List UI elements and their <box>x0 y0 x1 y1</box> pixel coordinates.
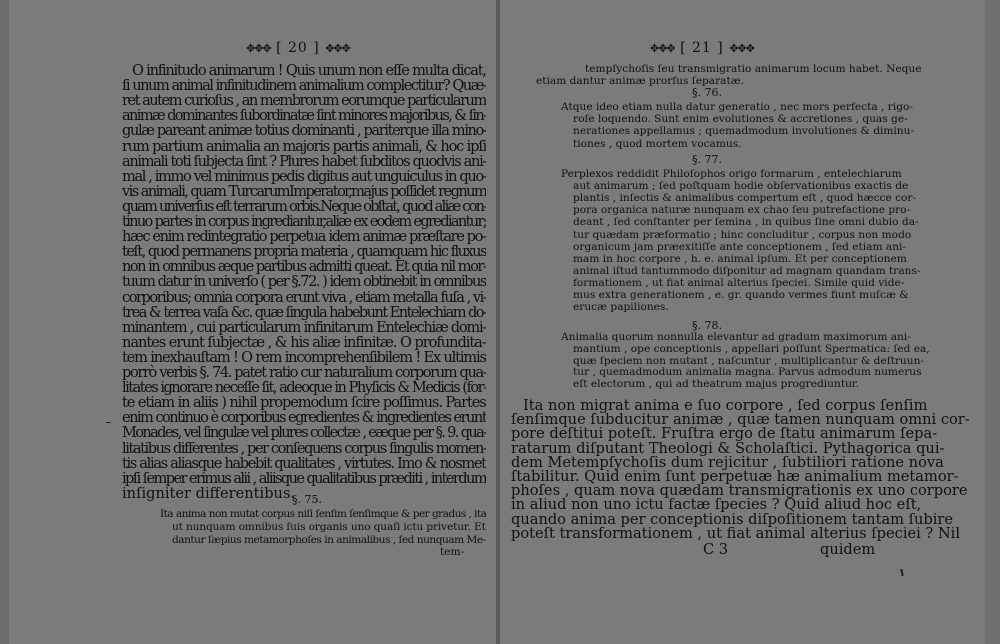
left-page-number: [ 20 ] <box>276 40 320 56</box>
text-line: quæ ſpeciem non mutant , naſcuntur , multiplicantur & deſtruun- <box>573 354 924 367</box>
text-line: animal iſtud tantummodo diſponitur ad magnam quandam trans- <box>573 264 921 277</box>
text-line: ratarum diſputant Theologi & Scholaſtici. Pythagorica qui- <box>511 439 945 457</box>
text-line: tempſychoſis ſeu transmigratio animarum locum habet. Neque <box>585 63 922 75</box>
text-line: animali toti ſubjecta ſint ? Plures habet ſubditos quodvis ani- <box>122 152 486 170</box>
text-line: litates ignorare neceſſe ſit, adeoque in Phyſicis & Medicis (for- <box>122 379 487 397</box>
left-page-header <box>246 40 350 56</box>
text-line: tur quædam præformatio ; hinc concluditur , corpus non modo <box>573 228 912 241</box>
text-line: porrò verbis §. 74. patet ratio cur naturalium corporum qua- <box>122 364 487 381</box>
text-line: corporibus; omnia corpora erunt viva , etiam metalla fuſa , vi- <box>122 288 487 306</box>
text-line: O infinitudo animarum ! Quis unum non eſſe multa dicat, <box>132 62 486 79</box>
text-line: tem inexhauſtam ! O rem incomprehenſibilem ! Ex ultimis <box>122 348 486 366</box>
text-line: ſtabilitur. Quid enim ſunt perpetuæ hæ animalium metamor- <box>511 468 959 485</box>
right-page-header <box>650 40 754 56</box>
text-line: Ita non migrat anima e ſuo corpore , ſed corpus ſenſim <box>523 397 928 414</box>
text-line: mal , immo vel minimus pedis digitus aut unguiculus in quo- <box>122 167 487 185</box>
signature-mark: C 3 <box>703 541 729 558</box>
text-line: ſenſimque ſubducitur animæ , quæ tamen nunquam omni cor- <box>511 411 970 429</box>
right-header-ornament-right: ✥✥✥ <box>729 42 754 55</box>
left-header-ornament-left: ✥✥✥ <box>246 42 271 55</box>
text-line: mam in hoc corpore , h. e. animal ipſum. Et per conceptionem <box>573 252 907 265</box>
text-line: enim continuo è corporibus egredientes & ingredientes erunt <box>122 409 487 427</box>
text-line: Atque ideo etiam nulla datur generatio , nec mors perfecta , rigo- <box>561 101 913 113</box>
section-75-heading: §. 75. <box>292 493 322 506</box>
text-line: dem Metempſychoſis dum rejicitur , ſubtiliori ratione nova <box>511 453 944 471</box>
text-line: nantes erunt ſubjectæ , & his aliæ infinitæ. O profundita- <box>122 333 486 351</box>
text-line: tis alias aliasque habebit qualitates , virtutes. Imo & nosmet <box>122 454 486 472</box>
text-line: tiones , quod mortem vocamus. <box>573 137 742 150</box>
text-line: tem- <box>440 546 465 559</box>
text-line: hæc enim redintegratio perpetua idem animæ præſtare po- <box>122 228 486 246</box>
text-line: rum partium animalia an majoris partis animali, & hoc ipſi <box>122 137 486 155</box>
text-line: inſigniter differentibus. <box>122 484 296 502</box>
text-line: tur , quemadmodum animalia magna. Parvus admodum numerus <box>573 366 922 379</box>
scan-right-edge <box>985 0 1000 644</box>
right-page <box>503 0 983 644</box>
text-line: ipſi ſemper erimus alii , aliisque qualitatibus præditi , interdum <box>122 469 487 487</box>
section-77-heading: §. 77. <box>692 153 722 166</box>
text-line: mus extra generationem , e. gr. quando vermes fiunt muſcæ & <box>573 289 909 301</box>
book-gutter <box>496 0 500 644</box>
left-page <box>12 0 494 644</box>
scan-left-edge <box>0 0 9 644</box>
text-line: te etiam in aliis ) nihil propemodum ſcire poſſimus. Partes <box>122 394 486 412</box>
text-line: plantis , inſectis & animalibus compertum eſt , quod hæcce cor- <box>573 192 917 205</box>
text-line: ſi unum animal infinitudinem animalium complectitur? Quæ- <box>122 77 487 95</box>
text-line: litatibus differentes , per conſequens corpus ſingulis momen- <box>122 439 487 457</box>
text-line: organicum jam præexitiſſe ante conceptionem , ſed etiam ani- <box>573 240 906 253</box>
text-line: minantem , cui particularum infinitarum Entelechiæ domi- <box>122 318 487 336</box>
text-line: phoſes , quam nova quædam transmigrationis ex uno corpore <box>511 482 968 500</box>
text-line: tinuo partes in corpus ingrediantur,aliæ ex eodem egrediantur; <box>122 213 486 230</box>
text-line: animæ dominantes ſubordinatæ ſint minores majoribus, & ſin- <box>122 107 487 125</box>
text-line: Animalia quorum nonnulla elevantur ad gradum maximorum ani- <box>561 331 911 343</box>
text-line: non in omnibus æque partibus admitti queat. Et quia nil mor- <box>122 258 487 276</box>
text-line: mantium , ope conceptionis , appellari poſſunt Spermatica: ſed ea, <box>573 342 930 355</box>
text-line: poteſt transformationem , ut fiat animal alterius ſpeciei ? Nil <box>511 524 961 542</box>
text-line: quam univerſus eſt terrarum orbis.Neque obſtat, quod aliæ con- <box>122 197 487 215</box>
section-76-heading: §. 76. <box>692 86 722 99</box>
text-line: ut nunquam omnibus ſuis organis uno quaſi ictu privetur. Et <box>172 520 486 533</box>
text-line: Monades, vel ſingulæ vel plures collectæ , eæque per §. 9. qua- <box>122 424 487 442</box>
text-line: deant , ſed conſtanter per ſemina , in quibus ſine omni dubio da- <box>573 216 919 229</box>
text-line: teſt, quod permanens propria materia , quamquam hic fluxus <box>122 243 487 261</box>
text-line: etiam dantur animæ prorſus ſeparatæ. <box>536 75 745 87</box>
text-line: ret autem curioſus , an membrorum eorumque particularum <box>122 92 486 110</box>
text-line: aut animarum ; ſed poſtquam hodie obſervationibus exactis de <box>573 180 909 193</box>
text-line: tuum datur in univerſo ( per §.72. ) idem obtinebit in omnibus <box>122 273 486 291</box>
right-header-ornament-left: ✥✥✥ <box>650 42 675 55</box>
catchword: quidem <box>820 541 876 558</box>
text-line: dantur ſæpius metamorphoſes in animalibus , ſed nunquam Me- <box>172 533 486 546</box>
text-line: quando anima per conceptionis diſpoſitionem tantam ſubire <box>511 510 954 528</box>
text-line: pore deſtitui poteſt. Fruſtra ergo de ſtatu animarum ſepa- <box>511 425 938 443</box>
left-header-ornament-right: ✥✥✥ <box>325 42 350 55</box>
text-line: Ita anima non mutat corpus niſi ſenſim ſenſimque & per gradus , ita <box>160 508 487 520</box>
text-line: vis animali, quam TurcarumImperator,majus poſſidet regnum <box>122 182 487 200</box>
text-line: gulæ pareant animæ totius dominanti , pariterque illa mino- <box>122 122 487 140</box>
section-78-heading: §. 78. <box>692 319 722 332</box>
margin-mark <box>106 422 111 423</box>
text-line: Perplexos reddidit Philoſophos origo formarum , entelechiarum <box>561 168 902 180</box>
text-line: roſe loquendo. Sunt enim evolutiones & accretiones , quas ge- <box>573 113 908 126</box>
text-line: nerationes appellamus ; quemadmodum involutiones & diminu- <box>573 125 915 138</box>
right-page-number: [ 21 ] <box>680 40 724 56</box>
text-line: formationem , ut fiat animal alterius ſpeciei. Simile quid vide- <box>573 276 905 289</box>
text-line: erucæ papiliones. <box>573 301 669 314</box>
text-line: pora organica naturæ nunquam ex chao ſeu putrefactione pro- <box>573 204 911 217</box>
text-line: eſt electorum , qui ad theatrum majus progrediuntur. <box>573 378 860 391</box>
text-line: trea & terrea vaſa &c. quæ ſingula habebunt Entelechiam do- <box>122 303 487 321</box>
text-line: in aliud non uno ictu factæ ſpecies ? Quid aliud hoc eſt, <box>511 496 922 514</box>
